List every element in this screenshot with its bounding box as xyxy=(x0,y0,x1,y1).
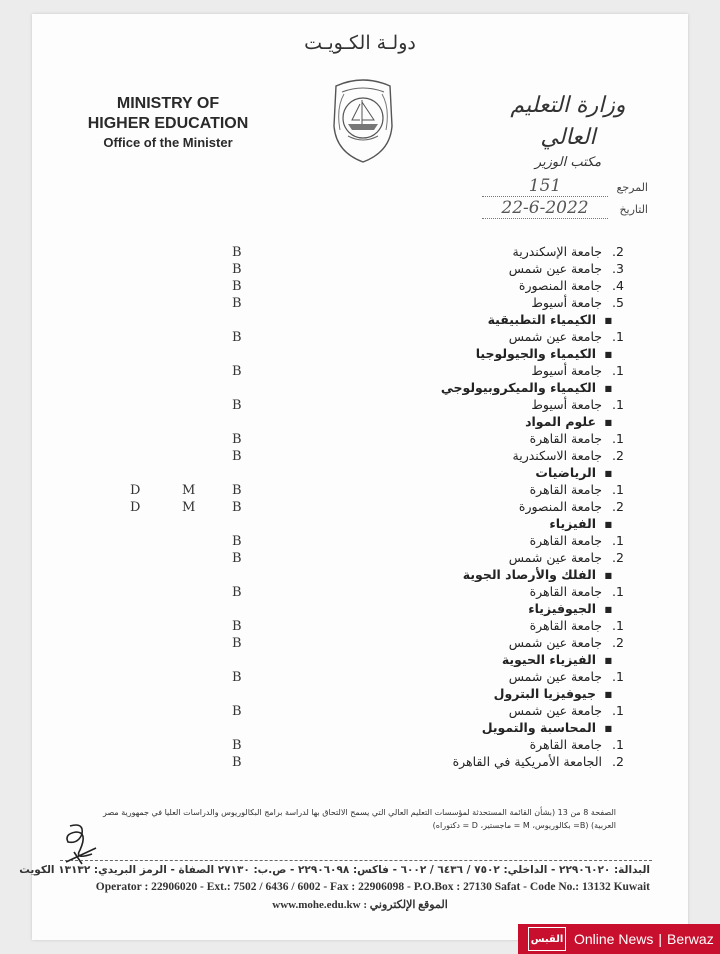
bullet-icon: ■ xyxy=(604,350,612,359)
item-number: .1 xyxy=(612,363,624,378)
bullet-icon: ■ xyxy=(604,520,612,529)
item-number: .1 xyxy=(612,703,624,718)
degree-code: B xyxy=(232,738,242,753)
list-item xyxy=(32,295,688,312)
bullet-icon: ■ xyxy=(604,571,612,580)
section-title: الكيمياء والميكروبيولوجي xyxy=(440,380,596,395)
item-number: .1 xyxy=(612,669,624,684)
university-name: جامعة القاهرة xyxy=(529,482,602,497)
section-header xyxy=(32,380,688,397)
section-title: الفيزياء الحيوية xyxy=(501,652,596,667)
degree-code: B xyxy=(232,500,242,515)
ministry-english-header xyxy=(78,94,258,152)
ministry-line-2: HIGHER EDUCATION xyxy=(87,115,249,132)
website-line xyxy=(32,898,688,911)
section-header xyxy=(32,567,688,584)
degree-code: B xyxy=(232,364,242,379)
degree-code: B xyxy=(232,398,242,413)
office-arabic-name: مكتب الوزير xyxy=(534,155,602,170)
contact-arabic: البدالة: ٢٢٩٠٦٠٢٠ - الداخلي: ٧٥٠٢ / ٦٤٣٦ / ٦٠٠٢ - فاكس: ٢٢٩٠٦٠٩٨ - ص.ب: ٢٧١٣٠ الصفاة - الرمز البريدي: ١٣١٣٢ الكويت xyxy=(19,864,650,876)
office-line: Office of the Minister xyxy=(103,135,233,150)
bullet-icon: ■ xyxy=(604,724,612,733)
list-item xyxy=(32,244,688,261)
section-title: علوم المواد xyxy=(525,414,596,429)
degree-code: B xyxy=(232,619,242,634)
bullet-icon: ■ xyxy=(604,384,612,393)
list-item xyxy=(32,499,688,516)
university-name: جامعة أسيوط xyxy=(531,363,602,378)
degree-code: B xyxy=(232,262,242,277)
reference-line xyxy=(482,176,648,197)
bullet-icon: ■ xyxy=(604,656,612,665)
section-header xyxy=(32,312,688,329)
university-name: جامعة الاسكندرية xyxy=(512,448,602,463)
alqabas-logo-icon: القبس xyxy=(528,927,566,951)
degree-code: B xyxy=(232,704,242,719)
degree-code: B xyxy=(232,483,242,498)
section-header xyxy=(32,652,688,669)
list-item xyxy=(32,261,688,278)
item-number: .1 xyxy=(612,584,624,599)
list-item xyxy=(32,329,688,346)
university-name: جامعة القاهرة xyxy=(529,533,602,548)
item-number: .1 xyxy=(612,737,624,752)
university-name: جامعة المنصورة xyxy=(518,278,602,293)
date-label: التاريخ xyxy=(619,203,648,216)
item-number: .2 xyxy=(612,635,624,650)
university-name: جامعة المنصورة xyxy=(518,499,602,514)
section-header xyxy=(32,720,688,737)
degree-code: M xyxy=(182,500,196,515)
list-item xyxy=(32,431,688,448)
item-number: .1 xyxy=(612,431,624,446)
list-item xyxy=(32,669,688,686)
ministry-arabic-name: وزارة التعليم العالي xyxy=(510,93,626,150)
item-number: .1 xyxy=(612,533,624,548)
university-name: جامعة عين شمس xyxy=(508,550,602,565)
list-item xyxy=(32,482,688,499)
degree-code: B xyxy=(232,755,242,770)
degree-code: B xyxy=(232,670,242,685)
university-name: جامعة عين شمس xyxy=(508,329,602,344)
university-name: جامعة عين شمس xyxy=(508,669,602,684)
section-header xyxy=(32,516,688,533)
watermark-separator: | xyxy=(658,931,663,947)
list-item xyxy=(32,754,688,771)
list-item xyxy=(32,533,688,550)
degree-code: B xyxy=(232,279,242,294)
list-item xyxy=(32,278,688,295)
ministry-arabic-header xyxy=(488,90,648,172)
section-title: الفيزياء xyxy=(549,516,596,531)
degree-code: D xyxy=(130,500,141,515)
section-title: جيوفيزيا البترول xyxy=(493,686,596,701)
degree-code: B xyxy=(232,585,242,600)
bullet-icon: ■ xyxy=(604,690,612,699)
reference-value: 151 xyxy=(482,176,608,197)
item-number: .1 xyxy=(612,397,624,412)
bullet-icon: ■ xyxy=(604,469,612,478)
degree-code: B xyxy=(232,245,242,260)
university-name: الجامعة الأمريكية في القاهرة xyxy=(452,754,602,769)
website-label: : الموقع الإلكتروني xyxy=(363,899,448,911)
item-number: .3 xyxy=(612,261,624,276)
university-name: جامعة عين شمس xyxy=(508,261,602,276)
bullet-icon: ■ xyxy=(604,605,612,614)
item-number: .2 xyxy=(612,754,624,769)
university-name: جامعة الإسكندرية xyxy=(512,244,602,259)
footer-divider xyxy=(60,860,652,861)
university-name: جامعة القاهرة xyxy=(529,737,602,752)
section-title: الجيوفيزياء xyxy=(528,601,596,616)
degree-code: D xyxy=(130,483,141,498)
document-page xyxy=(19,14,688,940)
degree-code: B xyxy=(232,449,242,464)
reference-label: المرجع xyxy=(616,181,648,194)
degree-code: M xyxy=(182,483,196,498)
item-number: .5 xyxy=(612,295,624,310)
degree-code: B xyxy=(232,551,242,566)
footnote-line-2: العربية) (B= بكالوريوس، M = ماجستير، D = دكتوراه) xyxy=(432,821,616,830)
section-header xyxy=(32,686,688,703)
kuwait-emblem-icon xyxy=(326,78,400,164)
contact-english: Operator : 22906020 - Ext.: 7502 / 6436 / 6002 - Fax : 22906098 - P.O.Box : 27130 Safat - Code No.: 13132 Kuwait xyxy=(95,881,650,893)
list-item xyxy=(32,618,688,635)
degree-code: B xyxy=(232,534,242,549)
university-name: جامعة أسيوط xyxy=(531,397,602,412)
footnote-line-1: الصفحة 8 من 13 (بشأن القائمة المستحدثة لمؤسسات التعليم العالي التي يسمح الالتحاق بها لدراسة برامج البكالوريوس والدراسات العليا في جمهورية مصر xyxy=(103,808,616,817)
degree-code: B xyxy=(232,432,242,447)
section-header xyxy=(32,465,688,482)
list-item xyxy=(32,703,688,720)
list-item xyxy=(32,584,688,601)
list-item xyxy=(32,448,688,465)
state-title: دولـة الكـويـت xyxy=(304,32,416,54)
website-url[interactable]: www.mohe.edu.kw xyxy=(272,899,361,911)
ministry-line-1: MINISTRY OF xyxy=(116,95,220,112)
university-name: جامعة أسيوط xyxy=(531,295,602,310)
section-header xyxy=(32,346,688,363)
degree-code: B xyxy=(232,330,242,345)
watermark-text-1: Online News xyxy=(574,931,654,947)
item-number: .2 xyxy=(612,550,624,565)
degree-code: B xyxy=(232,636,242,651)
section-title: المحاسبة والتمويل xyxy=(481,720,596,735)
university-name: جامعة عين شمس xyxy=(508,635,602,650)
page-footnote xyxy=(96,806,616,832)
bullet-icon: ■ xyxy=(604,418,612,427)
list-item xyxy=(32,363,688,380)
section-header xyxy=(32,414,688,431)
item-number: .1 xyxy=(612,618,624,633)
section-title: الكيمياء التطبيقية xyxy=(487,312,596,327)
section-title: الفلك والأرصاد الجوية xyxy=(462,567,596,582)
degree-code: B xyxy=(232,296,242,311)
section-header xyxy=(32,601,688,618)
bullet-icon: ■ xyxy=(604,316,612,325)
item-number: .2 xyxy=(612,448,624,463)
item-number: .1 xyxy=(612,329,624,344)
university-name: جامعة القاهرة xyxy=(529,431,602,446)
date-value: 22-6-2022 xyxy=(482,198,608,219)
date-line xyxy=(482,198,648,219)
list-item xyxy=(32,397,688,414)
watermark-text-2: Berwaz xyxy=(667,931,714,947)
item-number: .1 xyxy=(612,482,624,497)
item-number: .2 xyxy=(612,499,624,514)
list-item xyxy=(32,635,688,652)
section-title: الكيمياء والجيولوجيا xyxy=(475,346,596,361)
watermark-badge xyxy=(518,924,720,954)
item-number: .2 xyxy=(612,244,624,259)
university-name: جامعة عين شمس xyxy=(508,703,602,718)
list-item xyxy=(32,737,688,754)
university-name: جامعة القاهرة xyxy=(529,618,602,633)
section-title: الرياضيات xyxy=(535,465,596,480)
item-number: .4 xyxy=(612,278,624,293)
university-name: جامعة القاهرة xyxy=(529,584,602,599)
list-item xyxy=(32,550,688,567)
